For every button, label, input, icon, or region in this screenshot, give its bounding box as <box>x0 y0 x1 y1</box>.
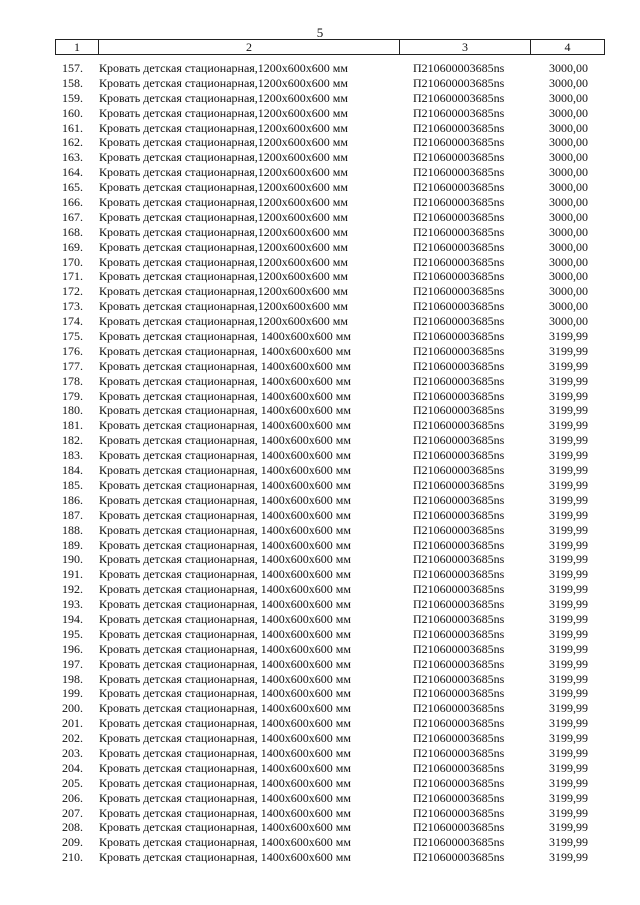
item-price: 3000,00 <box>549 254 588 269</box>
item-list <box>0 61 640 865</box>
table-row <box>0 76 640 91</box>
row-number: 207. <box>62 805 83 820</box>
item-code: П210600003685ns <box>413 90 505 105</box>
item-name: Кровать детская стационарная, 1400x600x600 мм <box>99 418 351 433</box>
table-row <box>0 835 640 850</box>
item-name: Кровать детская стационарная,1200x600x600 мм <box>99 135 348 150</box>
item-name: Кровать детская стационарная,1200x600x600 мм <box>99 314 348 329</box>
item-price: 3000,00 <box>549 314 588 329</box>
item-code: П210600003685ns <box>413 329 505 344</box>
item-price: 3000,00 <box>549 209 588 224</box>
item-name: Кровать детская стационарная,1200x600x600 мм <box>99 105 348 120</box>
row-number: 172. <box>62 284 83 299</box>
table-row <box>0 403 640 418</box>
item-price: 3199,99 <box>549 418 588 433</box>
item-name: Кровать детская стационарная, 1400x600x600 мм <box>99 850 351 865</box>
table-row <box>0 180 640 195</box>
item-price: 3199,99 <box>549 582 588 597</box>
row-number: 171. <box>62 269 83 284</box>
row-number: 176. <box>62 343 83 358</box>
item-code: П210600003685ns <box>413 448 505 463</box>
row-number: 160. <box>62 105 83 120</box>
item-name: Кровать детская стационарная, 1400x600x600 мм <box>99 448 351 463</box>
item-name: Кровать детская стационарная, 1400x600x600 мм <box>99 537 351 552</box>
item-name: Кровать детская стационарная, 1400x600x600 мм <box>99 835 351 850</box>
item-name: Кровать детская стационарная,1200x600x600 мм <box>99 165 348 180</box>
row-number: 188. <box>62 522 83 537</box>
table-row <box>0 165 640 180</box>
table-row <box>0 850 640 865</box>
table-row <box>0 195 640 210</box>
item-code: П210600003685ns <box>413 507 505 522</box>
item-code: П210600003685ns <box>413 105 505 120</box>
table-row <box>0 582 640 597</box>
column-header-1: 1 <box>56 40 99 55</box>
item-price: 3199,99 <box>549 463 588 478</box>
table-row <box>0 344 640 359</box>
item-code: П210600003685ns <box>413 567 505 582</box>
item-name: Кровать детская стационарная, 1400x600x600 мм <box>99 656 351 671</box>
item-name: Кровать детская стационарная, 1400x600x600 мм <box>99 716 351 731</box>
item-code: П210600003685ns <box>413 209 505 224</box>
table-row <box>0 686 640 701</box>
item-code: П210600003685ns <box>413 805 505 820</box>
column-header-table <box>55 39 605 55</box>
item-price: 3199,99 <box>549 477 588 492</box>
table-row <box>0 121 640 136</box>
item-code: П210600003685ns <box>413 641 505 656</box>
row-number: 209. <box>62 835 83 850</box>
item-name: Кровать детская стационарная, 1400x600x600 мм <box>99 463 351 478</box>
item-price: 3199,99 <box>549 716 588 731</box>
item-code: П210600003685ns <box>413 165 505 180</box>
item-code: П210600003685ns <box>413 358 505 373</box>
table-row <box>0 463 640 478</box>
row-number: 193. <box>62 597 83 612</box>
item-price: 3199,99 <box>549 343 588 358</box>
item-name: Кровать детская стационарная,1200x600x600 мм <box>99 75 348 90</box>
table-row <box>0 701 640 716</box>
item-price: 3199,99 <box>549 701 588 716</box>
table-row <box>0 642 640 657</box>
item-name: Кровать детская стационарная, 1400x600x600 мм <box>99 433 351 448</box>
table-row <box>0 523 640 538</box>
row-number: 174. <box>62 314 83 329</box>
item-code: П210600003685ns <box>413 850 505 865</box>
table-row <box>0 269 640 284</box>
table-row <box>0 106 640 121</box>
item-code: П210600003685ns <box>413 775 505 790</box>
row-number: 179. <box>62 388 83 403</box>
item-name: Кровать детская стационарная,1200x600x600 мм <box>99 150 348 165</box>
item-price: 3199,99 <box>549 775 588 790</box>
table-row <box>0 493 640 508</box>
table-row <box>0 225 640 240</box>
item-price: 3199,99 <box>549 492 588 507</box>
item-code: П210600003685ns <box>413 477 505 492</box>
column-header-3: 3 <box>400 40 531 55</box>
item-price: 3199,99 <box>549 373 588 388</box>
item-code: П210600003685ns <box>413 299 505 314</box>
item-price: 3199,99 <box>549 745 588 760</box>
item-price: 3199,99 <box>549 597 588 612</box>
table-row <box>0 657 640 672</box>
item-code: П210600003685ns <box>413 61 505 75</box>
item-name: Кровать детская стационарная, 1400x600x600 мм <box>99 820 351 835</box>
item-name: Кровать детская стационарная, 1400x600x600 мм <box>99 597 351 612</box>
row-number: 189. <box>62 537 83 552</box>
table-row <box>0 552 640 567</box>
item-price: 3199,99 <box>549 656 588 671</box>
item-price: 3000,00 <box>549 180 588 195</box>
row-number: 162. <box>62 135 83 150</box>
item-name: Кровать детская стационарная, 1400x600x600 мм <box>99 760 351 775</box>
item-name: Кровать детская стационарная,1200x600x600 мм <box>99 224 348 239</box>
table-row <box>0 612 640 627</box>
row-number: 205. <box>62 775 83 790</box>
item-name: Кровать детская стационарная, 1400x600x600 мм <box>99 582 351 597</box>
item-code: П210600003685ns <box>413 731 505 746</box>
table-row <box>0 746 640 761</box>
item-code: П210600003685ns <box>413 195 505 210</box>
row-number: 163. <box>62 150 83 165</box>
row-number: 194. <box>62 611 83 626</box>
row-number: 166. <box>62 195 83 210</box>
row-number: 177. <box>62 358 83 373</box>
row-number: 204. <box>62 760 83 775</box>
item-name: Кровать детская стационарная, 1400x600x600 мм <box>99 686 351 701</box>
item-name: Кровать детская стационарная,1200x600x600 мм <box>99 254 348 269</box>
table-row <box>0 716 640 731</box>
table-row <box>0 135 640 150</box>
table-row <box>0 567 640 582</box>
table-row <box>0 820 640 835</box>
item-price: 3199,99 <box>549 686 588 701</box>
table-row <box>0 255 640 270</box>
table-row <box>0 597 640 612</box>
item-name: Кровать детская стационарная, 1400x600x600 мм <box>99 373 351 388</box>
row-number: 181. <box>62 418 83 433</box>
row-number: 173. <box>62 299 83 314</box>
item-name: Кровать детская стационарная, 1400x600x600 мм <box>99 701 351 716</box>
row-number: 186. <box>62 492 83 507</box>
item-code: П210600003685ns <box>413 686 505 701</box>
table-row <box>0 150 640 165</box>
item-code: П210600003685ns <box>413 626 505 641</box>
row-number: 158. <box>62 75 83 90</box>
item-price: 3199,99 <box>549 522 588 537</box>
item-code: П210600003685ns <box>413 75 505 90</box>
item-price: 3199,99 <box>549 567 588 582</box>
item-code: П210600003685ns <box>413 180 505 195</box>
item-price: 3199,99 <box>549 671 588 686</box>
item-price: 3199,99 <box>549 626 588 641</box>
column-header-2: 2 <box>99 40 400 55</box>
item-code: П210600003685ns <box>413 373 505 388</box>
row-number: 170. <box>62 254 83 269</box>
row-number: 183. <box>62 448 83 463</box>
item-code: П210600003685ns <box>413 224 505 239</box>
table-row <box>0 776 640 791</box>
item-code: П210600003685ns <box>413 492 505 507</box>
item-name: Кровать детская стационарная, 1400x600x600 мм <box>99 775 351 790</box>
item-price: 3000,00 <box>549 90 588 105</box>
item-code: П210600003685ns <box>413 716 505 731</box>
item-price: 3199,99 <box>549 329 588 344</box>
item-code: П210600003685ns <box>413 403 505 418</box>
row-number: 197. <box>62 656 83 671</box>
column-header-row <box>56 40 605 55</box>
item-name: Кровать детская стационарная, 1400x600x600 мм <box>99 358 351 373</box>
item-code: П210600003685ns <box>413 284 505 299</box>
row-number: 191. <box>62 567 83 582</box>
item-price: 3000,00 <box>549 269 588 284</box>
item-price: 3000,00 <box>549 284 588 299</box>
item-name: Кровать детская стационарная,1200x600x600 мм <box>99 284 348 299</box>
item-price: 3199,99 <box>549 507 588 522</box>
table-row <box>0 61 640 76</box>
item-name: Кровать детская стационарная, 1400x600x600 мм <box>99 477 351 492</box>
item-name: Кровать детская стационарная, 1400x600x600 мм <box>99 790 351 805</box>
row-number: 180. <box>62 403 83 418</box>
table-row <box>0 478 640 493</box>
row-number: 164. <box>62 165 83 180</box>
item-code: П210600003685ns <box>413 552 505 567</box>
item-name: Кровать детская стационарная, 1400x600x600 мм <box>99 552 351 567</box>
row-number: 178. <box>62 373 83 388</box>
table-row <box>0 91 640 106</box>
item-price: 3199,99 <box>549 731 588 746</box>
table-row <box>0 731 640 746</box>
item-price: 3199,99 <box>549 537 588 552</box>
item-name: Кровать детская стационарная, 1400x600x600 мм <box>99 522 351 537</box>
row-number: 203. <box>62 745 83 760</box>
item-code: П210600003685ns <box>413 656 505 671</box>
row-number: 190. <box>62 552 83 567</box>
item-code: П210600003685ns <box>413 239 505 254</box>
item-code: П210600003685ns <box>413 254 505 269</box>
row-number: 199. <box>62 686 83 701</box>
item-code: П210600003685ns <box>413 582 505 597</box>
item-code: П210600003685ns <box>413 760 505 775</box>
item-code: П210600003685ns <box>413 820 505 835</box>
item-code: П210600003685ns <box>413 835 505 850</box>
item-price: 3199,99 <box>549 790 588 805</box>
item-price: 3000,00 <box>549 239 588 254</box>
item-price: 3199,99 <box>549 835 588 850</box>
item-price: 3000,00 <box>549 195 588 210</box>
table-row <box>0 791 640 806</box>
row-number: 198. <box>62 671 83 686</box>
item-price: 3199,99 <box>549 760 588 775</box>
item-code: П210600003685ns <box>413 463 505 478</box>
item-price: 3000,00 <box>549 120 588 135</box>
item-price: 3000,00 <box>549 105 588 120</box>
item-code: П210600003685ns <box>413 522 505 537</box>
item-name: Кровать детская стационарная, 1400x600x600 мм <box>99 641 351 656</box>
item-price: 3199,99 <box>549 358 588 373</box>
item-name: Кровать детская стационарная, 1400x600x600 мм <box>99 343 351 358</box>
item-code: П210600003685ns <box>413 343 505 358</box>
row-number: 157. <box>62 61 83 75</box>
table-row <box>0 359 640 374</box>
row-number: 210. <box>62 850 83 865</box>
item-code: П210600003685ns <box>413 269 505 284</box>
table-row <box>0 538 640 553</box>
row-number: 159. <box>62 90 83 105</box>
item-name: Кровать детская стационарная,1200x600x600 мм <box>99 269 348 284</box>
item-name: Кровать детская стационарная, 1400x600x600 мм <box>99 492 351 507</box>
item-code: П210600003685ns <box>413 597 505 612</box>
table-row <box>0 374 640 389</box>
item-price: 3000,00 <box>549 61 588 75</box>
item-price: 3199,99 <box>549 641 588 656</box>
item-name: Кровать детская стационарная, 1400x600x600 мм <box>99 507 351 522</box>
item-name: Кровать детская стационарная, 1400x600x600 мм <box>99 611 351 626</box>
table-row <box>0 433 640 448</box>
item-name: Кровать детская стационарная, 1400x600x600 мм <box>99 731 351 746</box>
item-price: 3000,00 <box>549 165 588 180</box>
table-row <box>0 389 640 404</box>
column-header-4: 4 <box>531 40 605 55</box>
item-price: 3199,99 <box>549 805 588 820</box>
item-price: 3199,99 <box>549 552 588 567</box>
item-code: П210600003685ns <box>413 701 505 716</box>
item-name: Кровать детская стационарная, 1400x600x600 мм <box>99 805 351 820</box>
item-price: 3199,99 <box>549 820 588 835</box>
item-price: 3199,99 <box>549 850 588 865</box>
item-name: Кровать детская стационарная,1200x600x600 мм <box>99 209 348 224</box>
item-code: П210600003685ns <box>413 150 505 165</box>
item-price: 3000,00 <box>549 75 588 90</box>
item-code: П210600003685ns <box>413 418 505 433</box>
item-price: 3199,99 <box>549 388 588 403</box>
page-number: 5 <box>316 25 324 40</box>
item-name: Кровать детская стационарная,1200x600x600 мм <box>99 299 348 314</box>
table-row <box>0 418 640 433</box>
row-number: 192. <box>62 582 83 597</box>
row-number: 196. <box>62 641 83 656</box>
item-code: П210600003685ns <box>413 790 505 805</box>
row-number: 201. <box>62 716 83 731</box>
item-price: 3000,00 <box>549 299 588 314</box>
row-number: 182. <box>62 433 83 448</box>
row-number: 168. <box>62 224 83 239</box>
item-name: Кровать детская стационарная, 1400x600x600 мм <box>99 329 351 344</box>
item-code: П210600003685ns <box>413 671 505 686</box>
item-price: 3000,00 <box>549 150 588 165</box>
item-name: Кровать детская стационарная,1200x600x600 мм <box>99 120 348 135</box>
table-row <box>0 240 640 255</box>
table-row <box>0 299 640 314</box>
table-row <box>0 284 640 299</box>
table-row <box>0 314 640 329</box>
item-code: П210600003685ns <box>413 611 505 626</box>
row-number: 206. <box>62 790 83 805</box>
table-row <box>0 210 640 225</box>
table-row <box>0 627 640 642</box>
item-name: Кровать детская стационарная, 1400x600x600 мм <box>99 671 351 686</box>
item-price: 3000,00 <box>549 224 588 239</box>
row-number: 161. <box>62 120 83 135</box>
row-number: 208. <box>62 820 83 835</box>
row-number: 202. <box>62 731 83 746</box>
row-number: 165. <box>62 180 83 195</box>
item-name: Кровать детская стационарная,1200x600x600 мм <box>99 239 348 254</box>
item-name: Кровать детская стационарная, 1400x600x600 мм <box>99 403 351 418</box>
row-number: 184. <box>62 463 83 478</box>
item-name: Кровать детская стационарная,1200x600x600 мм <box>99 61 348 75</box>
row-number: 185. <box>62 477 83 492</box>
item-price: 3199,99 <box>549 433 588 448</box>
item-price: 3199,99 <box>549 448 588 463</box>
item-name: Кровать детская стационарная,1200x600x600 мм <box>99 195 348 210</box>
item-code: П210600003685ns <box>413 433 505 448</box>
item-code: П210600003685ns <box>413 745 505 760</box>
item-code: П210600003685ns <box>413 314 505 329</box>
item-name: Кровать детская стационарная,1200x600x600 мм <box>99 90 348 105</box>
table-row <box>0 508 640 523</box>
item-price: 3199,99 <box>549 611 588 626</box>
item-price: 3000,00 <box>549 135 588 150</box>
row-number: 169. <box>62 239 83 254</box>
row-number: 200. <box>62 701 83 716</box>
row-number: 187. <box>62 507 83 522</box>
row-number: 175. <box>62 329 83 344</box>
table-row <box>0 761 640 776</box>
table-row <box>0 672 640 687</box>
item-price: 3199,99 <box>549 403 588 418</box>
item-code: П210600003685ns <box>413 120 505 135</box>
row-number: 195. <box>62 626 83 641</box>
item-name: Кровать детская стационарная, 1400x600x600 мм <box>99 745 351 760</box>
table-row <box>0 448 640 463</box>
item-name: Кровать детская стационарная, 1400x600x600 мм <box>99 388 351 403</box>
item-code: П210600003685ns <box>413 388 505 403</box>
table-row <box>0 806 640 821</box>
item-name: Кровать детская стационарная, 1400x600x600 мм <box>99 567 351 582</box>
item-code: П210600003685ns <box>413 537 505 552</box>
item-name: Кровать детская стационарная, 1400x600x600 мм <box>99 626 351 641</box>
row-number: 167. <box>62 209 83 224</box>
table-row <box>0 329 640 344</box>
item-code: П210600003685ns <box>413 135 505 150</box>
item-name: Кровать детская стационарная,1200x600x600 мм <box>99 180 348 195</box>
